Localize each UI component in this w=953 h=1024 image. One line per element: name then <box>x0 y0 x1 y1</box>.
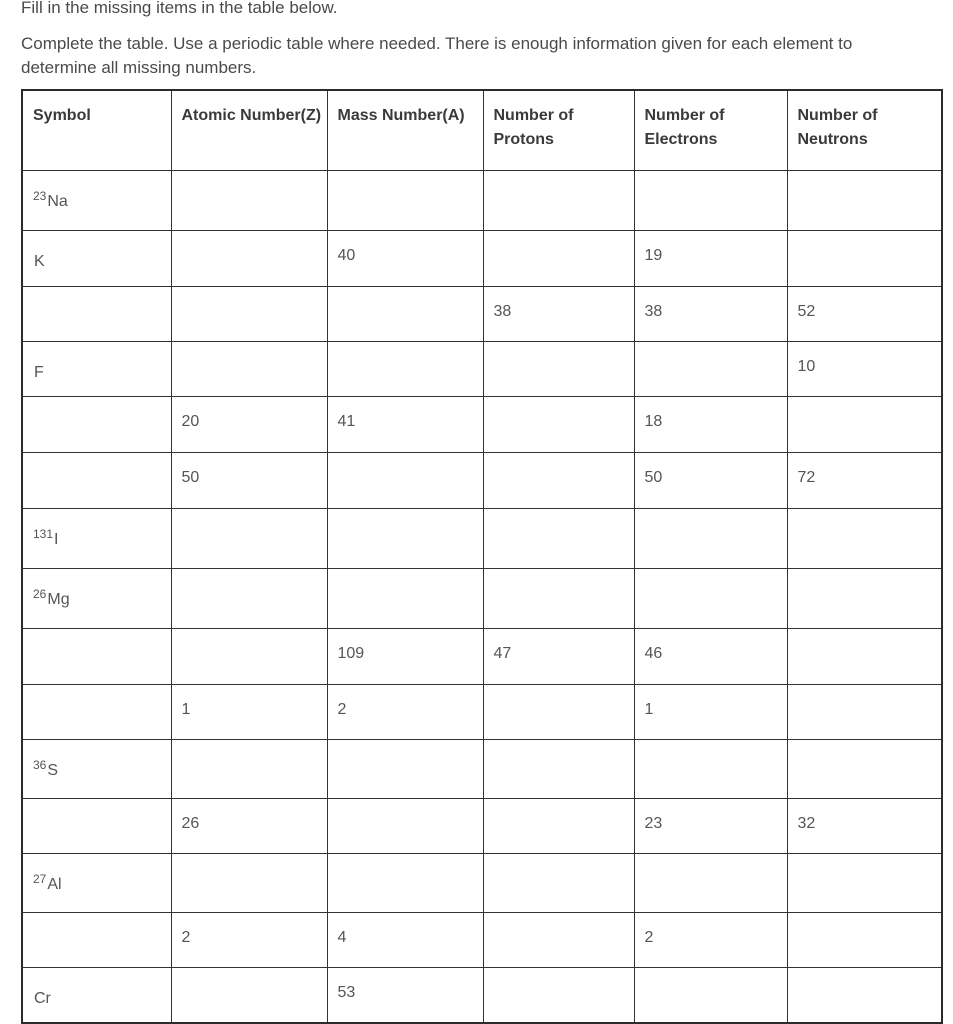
table-row <box>22 798 942 853</box>
atomic-number-cell[interactable]: 50 <box>171 452 327 508</box>
atomic-number-cell[interactable] <box>171 230 327 286</box>
atomic-number-cell[interactable] <box>171 170 327 230</box>
mass-superscript: 36 <box>33 757 47 772</box>
element-symbol: S <box>47 761 59 779</box>
neutrons-cell[interactable] <box>787 568 942 628</box>
electrons-cell[interactable]: 1 <box>634 684 787 739</box>
electrons-cell[interactable]: 18 <box>634 396 787 452</box>
element-table <box>21 89 943 1024</box>
electrons-cell[interactable] <box>634 341 787 396</box>
table-row <box>22 452 942 508</box>
table-row <box>22 396 942 452</box>
electrons-cell[interactable]: 46 <box>634 628 787 684</box>
header-protons: Number of Protons <box>483 90 634 170</box>
mass-number-cell[interactable] <box>327 853 483 912</box>
table-row <box>22 230 942 286</box>
element-symbol: Mg <box>47 590 70 608</box>
neutrons-cell[interactable]: 72 <box>787 452 942 508</box>
symbol-cell[interactable] <box>22 684 171 739</box>
mass-superscript: 23 <box>33 188 47 203</box>
atomic-number-cell[interactable] <box>171 508 327 568</box>
atomic-number-cell[interactable]: 2 <box>171 912 327 967</box>
mass-number-cell[interactable]: 41 <box>327 396 483 452</box>
protons-cell[interactable] <box>483 967 634 1023</box>
table-row <box>22 568 942 628</box>
atomic-number-cell[interactable] <box>171 286 327 341</box>
table-row <box>22 628 942 684</box>
instruction-line-2: Complete the table. Use a periodic table where needed. There is enough information given for each element to determine all missing numbers. <box>21 34 853 77</box>
mass-number-cell[interactable] <box>327 170 483 230</box>
mass-superscript: 131 <box>33 526 54 541</box>
protons-cell[interactable] <box>483 912 634 967</box>
protons-cell[interactable] <box>483 341 634 396</box>
symbol-cell[interactable] <box>22 628 171 684</box>
neutrons-cell[interactable] <box>787 230 942 286</box>
atomic-number-cell[interactable] <box>171 967 327 1023</box>
symbol-cell[interactable] <box>22 170 171 230</box>
electrons-cell[interactable] <box>634 739 787 798</box>
protons-cell[interactable]: 38 <box>483 286 634 341</box>
mass-number-cell[interactable] <box>327 739 483 798</box>
element-symbol: Cr <box>34 989 51 1007</box>
protons-cell[interactable] <box>483 230 634 286</box>
mass-number-cell[interactable]: 109 <box>327 628 483 684</box>
element-symbol: Na <box>47 192 68 210</box>
neutrons-cell[interactable]: 10 <box>787 341 942 396</box>
mass-number-cell[interactable] <box>327 452 483 508</box>
neutrons-cell[interactable] <box>787 912 942 967</box>
atomic-number-cell[interactable] <box>171 568 327 628</box>
protons-cell[interactable] <box>483 853 634 912</box>
element-symbol: K <box>34 252 45 270</box>
neutrons-cell[interactable] <box>787 684 942 739</box>
symbol-cell[interactable] <box>22 396 171 452</box>
header-electrons: Number of Electrons <box>634 90 787 170</box>
mass-number-cell[interactable]: 4 <box>327 912 483 967</box>
mass-number-cell[interactable] <box>327 508 483 568</box>
element-symbol: F <box>34 363 44 381</box>
table-row <box>22 684 942 739</box>
atomic-number-cell[interactable]: 20 <box>171 396 327 452</box>
electrons-cell[interactable] <box>634 508 787 568</box>
neutrons-cell[interactable] <box>787 853 942 912</box>
neutrons-cell[interactable] <box>787 396 942 452</box>
symbol-cell[interactable] <box>22 739 171 798</box>
protons-cell[interactable] <box>483 798 634 853</box>
protons-cell[interactable] <box>483 684 634 739</box>
mass-number-cell[interactable] <box>327 798 483 853</box>
header-mass-number: Mass Number(A) <box>327 90 483 170</box>
table-row <box>22 170 942 230</box>
atomic-number-cell[interactable] <box>171 853 327 912</box>
table-body <box>22 170 942 1023</box>
table-row <box>22 967 942 1023</box>
electrons-cell[interactable]: 19 <box>634 230 787 286</box>
element-symbol: Al <box>47 875 62 893</box>
mass-number-cell[interactable] <box>327 568 483 628</box>
neutrons-cell[interactable] <box>787 739 942 798</box>
symbol-cell[interactable] <box>22 912 171 967</box>
mass-number-cell[interactable] <box>327 341 483 396</box>
mass-number-cell[interactable]: 53 <box>327 967 483 1023</box>
symbol-cell[interactable] <box>22 967 171 1023</box>
neutrons-cell[interactable] <box>787 170 942 230</box>
electrons-cell[interactable] <box>634 170 787 230</box>
neutrons-cell[interactable] <box>787 967 942 1023</box>
symbol-cell[interactable] <box>22 798 171 853</box>
symbol-cell[interactable] <box>22 230 171 286</box>
electrons-cell[interactable]: 23 <box>634 798 787 853</box>
atomic-number-cell[interactable]: 1 <box>171 684 327 739</box>
protons-cell[interactable] <box>483 568 634 628</box>
table-row <box>22 739 942 798</box>
neutrons-cell[interactable] <box>787 628 942 684</box>
protons-cell[interactable]: 47 <box>483 628 634 684</box>
electrons-cell[interactable] <box>634 853 787 912</box>
atomic-number-cell[interactable] <box>171 628 327 684</box>
element-symbol: I <box>54 530 59 548</box>
symbol-cell[interactable] <box>22 508 171 568</box>
mass-superscript: 26 <box>33 586 47 601</box>
table-row <box>22 912 942 967</box>
instruction-line-1: Fill in the missing items in the table below. <box>21 0 338 17</box>
protons-cell[interactable] <box>483 170 634 230</box>
electrons-cell[interactable] <box>634 967 787 1023</box>
table-row <box>22 853 942 912</box>
header-symbol: Symbol <box>22 90 171 170</box>
table-header-row <box>22 90 942 170</box>
electrons-cell[interactable] <box>634 568 787 628</box>
mass-number-cell[interactable]: 40 <box>327 230 483 286</box>
mass-superscript: 27 <box>33 871 47 886</box>
symbol-cell[interactable] <box>22 286 171 341</box>
electrons-cell[interactable]: 38 <box>634 286 787 341</box>
atomic-number-cell[interactable] <box>171 739 327 798</box>
table-row <box>22 286 942 341</box>
electrons-cell[interactable]: 2 <box>634 912 787 967</box>
table-row <box>22 508 942 568</box>
neutrons-cell[interactable]: 52 <box>787 286 942 341</box>
protons-cell[interactable] <box>483 396 634 452</box>
header-neutrons: Number of Neutrons <box>787 90 942 170</box>
symbol-cell[interactable] <box>22 568 171 628</box>
symbol-cell[interactable] <box>22 452 171 508</box>
atomic-number-cell[interactable]: 26 <box>171 798 327 853</box>
protons-cell[interactable] <box>483 739 634 798</box>
symbol-cell[interactable] <box>22 341 171 396</box>
neutrons-cell[interactable]: 32 <box>787 798 942 853</box>
mass-number-cell[interactable] <box>327 286 483 341</box>
symbol-cell[interactable] <box>22 853 171 912</box>
neutrons-cell[interactable] <box>787 508 942 568</box>
electrons-cell[interactable]: 50 <box>634 452 787 508</box>
atomic-number-cell[interactable] <box>171 341 327 396</box>
mass-number-cell[interactable]: 2 <box>327 684 483 739</box>
table-row <box>22 341 942 396</box>
header-atomic-number: Atomic Number(Z) <box>171 90 327 170</box>
protons-cell[interactable] <box>483 452 634 508</box>
protons-cell[interactable] <box>483 508 634 568</box>
